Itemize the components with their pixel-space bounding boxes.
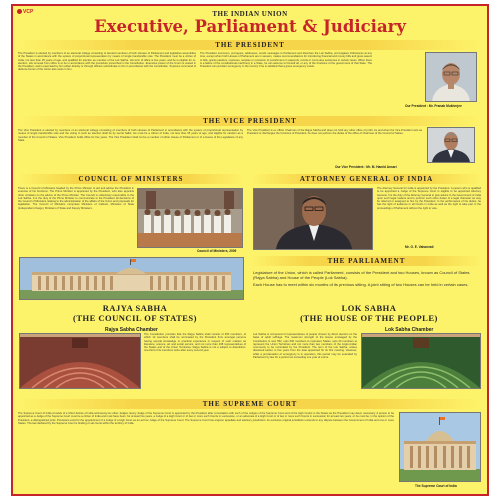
president-text-right: The President summons, prorogues, addresses, sends messages to Parliament and dissolves the Lok Sabha, promulgates Ordinances at any time, except when both Houses of Parliament are in session, makes recommendations for introducing financial and money bills and gives assent to bills, grants pardons, reprieves, respites or remission of punishment or suspends, remits or commutes sentences in certain cases. When there is a failure of the constitutional machinery in a State, he can assume to himself all, or any of the functions of the government of that State. The President can proclaim emergency in the country if he is satisfied that a grave emergency exists. <box>200 52 372 69</box>
president-portrait-icon <box>426 53 476 101</box>
rajya-sabha-title-line1: RAJYA SABHA <box>102 303 168 313</box>
council-heading: COUNCIL OF MINISTERS <box>17 174 245 184</box>
council-photo <box>137 188 243 248</box>
parliament-text <box>253 270 479 290</box>
vice-president-caption: Our Vice President : Mr. M. Hamid Ansari <box>335 165 397 169</box>
vice-president-text-right: The Vice President is ex officio Chairman of the Rajya Sabha and does not hold any other office of profit. As and when the Vice President acts as President or discharges the functions of President, he does not perform the duties of the office of Chairman of the Council of States. <box>247 129 422 136</box>
attorney-portrait-icon <box>254 189 372 249</box>
parliament-photo <box>19 257 244 300</box>
attorney-text: The Attorney General for India is appointed by the President. A person who is qualified to be appointed a Judge of the Supreme Court is eligible to be appointed Attorney General. It is the duty of the Attorney General to give advice to the Government of India upon such legal matters and to perform such other duties of a legal character as may be referred or assigned to him by the President. In the performance of his duties, he has the right of audience in all Courts in India as well as the right to take part in the proceedings of Parliament without the right to vote. <box>377 187 481 210</box>
parliament-para-2: Each House has to meet within six months of its previous sitting. A joint sitting of two Houses can be held in certain cases. <box>253 282 469 288</box>
vice-president-heading: THE VICE PRESIDENT <box>17 116 483 126</box>
lok-sabha-title <box>257 304 481 323</box>
rajya-sabha-chamber-label: Rajya Sabha Chamber <box>105 327 158 333</box>
attorney-caption: Mr. G. E. Vahanvati <box>405 245 434 249</box>
president-photo <box>425 52 477 102</box>
parliament-building-icon <box>20 258 243 299</box>
president-caption: Our President : Mr. Pranab Mukherjee <box>405 104 462 108</box>
council-group-icon <box>138 189 242 247</box>
supreme-court-text: The Supreme Court of India consists of a Chief Justice of India and twenty-six other Judges. Every Judge of the Supreme Court is appointed by the President after consultation with such of the Judges of the Supreme Court and of the High Courts in the States as the President may deem necessary. A person to be appointed as a Judge of the Supreme Court must be a citizen of India and must have been, for at least five years, a Judge of a High Court or of two or more such Courts in succession, or an advocate of a High Court or of two or more such Courts in succession for at least ten years, or he must be, in the opinion of the President, a distinguished jurist. Provisions exist for the appointment of a Judge of a High Court as an ad hoc Judge of the Supreme Court. The Supreme Court has original, appellate and advisory jurisdiction. Its exclusive original jurisdiction extends to any dispute between the Government of India and one or more States. The law declared by the Supreme Court is binding on all courts within the territory of India. <box>18 412 394 425</box>
supreme-court-caption: The Supreme Court of India <box>415 484 457 488</box>
council-text: There is a Council of Ministers headed by the Prime Minister to aid and advise the President in exercise of his functions. The Prime Minister is appointed by the President, who also appoints other ministers on the advice of the Prime Minister. The Council is collectively responsible to the Lok Sabha. It is the duty of the Prime Minister to communicate to the President all decisions of the Council of Ministers relating to the administration of the affairs of the Union and proposals for legislation. The Council of Ministers comprises Ministers of Cabinet, Ministers of State (independent charge), Ministers of State and Deputy Ministers. <box>18 187 134 210</box>
poster-title: Executive, Parliament & Judiciary <box>94 17 406 36</box>
rajya-sabha-chamber-icon <box>20 334 140 388</box>
rajya-sabha-title <box>19 304 251 323</box>
attorney-heading: ATTORNEY GENERAL OF INDIA <box>250 174 483 184</box>
supreme-court-heading: THE SUPREME COURT <box>17 399 483 409</box>
president-heading: THE PRESIDENT <box>17 40 483 50</box>
attorney-photo <box>253 188 373 250</box>
lok-sabha-text: Lok Sabha is composed of representatives of people chosen by direct election on the basis of adult suffrage. The maximum strength of the House envisaged by the Constitution is now 552, upto 530 members to represent States, upto 20 members to represent the Union Territories and not more than two members of the Anglo-Indian community to be nominated by the President. The term of the Lok Sabha, unless dissolved earlier, is five years from the date appointed for its first meeting. However, while a proclamation of emergency is in operation, this period may be extended by Parliament by law for a period not exceeding one year at a time. <box>253 333 357 360</box>
rajya-sabha-text: The Constitution provides that the Rajya Sabha shall consist of 250 members, of which 12 members shall be nominated by the President from amongst persons having special knowledge or practical experience in respect of such matters as literature, science, art and social service; and not more than 238 representatives of the States and of the Union Territories. Rajya Sabha is not a subject to dissolution; one-third of its members retire after every second year. <box>144 333 246 353</box>
parliament-para-1: Legislature of the Union, which is called Parliament, consists of the President and two Houses, known as Council of States (Rajya Sabha) and House of the People (Lok Sabha). <box>253 270 470 281</box>
president-text-left: The President is elected by members of an electoral college consisting of elected members of both Houses of Parliament and legislative assemblies of the States in accordance with the system of proportional representation by means of single transferable vote. The President must be a citizen of India, not less than 35 years of age, and qualified for election as member of the Lok Sabha. His term of office is five years, and he is eligible for re-election. His removal from office is to be in accordance with the procedure prescribed in the Constitution. Executive power of the Union is vested in the President, and is exercised by him either directly or through officers subordinate to him in accordance with the Constitution. Supreme command of defence forces of the Union also vests in him. <box>18 52 196 72</box>
lok-sabha-title-line1: LOK SABHA <box>341 303 397 313</box>
rajya-sabha-photo <box>19 333 141 389</box>
lok-sabha-chamber-icon <box>362 334 480 388</box>
lok-sabha-chamber-label: Lok Sabha Chamber <box>385 327 434 333</box>
council-caption: Council of Ministers, 2009 <box>197 249 237 253</box>
lok-sabha-title-line2: (THE HOUSE OF THE PEOPLE) <box>300 312 438 323</box>
vice-president-portrait-icon <box>428 128 474 162</box>
supreme-court-photo <box>399 412 481 482</box>
poster-supertitle: THE INDIAN UNION <box>212 10 288 18</box>
vice-president-photo <box>427 127 475 163</box>
publisher-name: VCP <box>23 9 34 15</box>
lok-sabha-photo <box>361 333 481 389</box>
supreme-court-building-icon <box>400 413 480 481</box>
vice-president-text-left: The Vice President is elected by members of an electoral college consisting of members of both Houses of Parliament in accordance with the system of proportional representation by means of single transferable vote and the voting in such an election shall be by secret ballot. He must be a citizen of India, not less than 35 years of age, and eligible for election as a member of the Council of States. Vice President holds office for five years. The Vice President shall not be a member of either House of Parliament or of a House of the Legislature of any State. <box>18 129 243 142</box>
parliament-heading: THE PARLIAMENT <box>250 256 483 266</box>
rajya-sabha-title-line2: (THE COUNCIL OF STATES) <box>73 312 197 323</box>
poster <box>11 4 489 496</box>
